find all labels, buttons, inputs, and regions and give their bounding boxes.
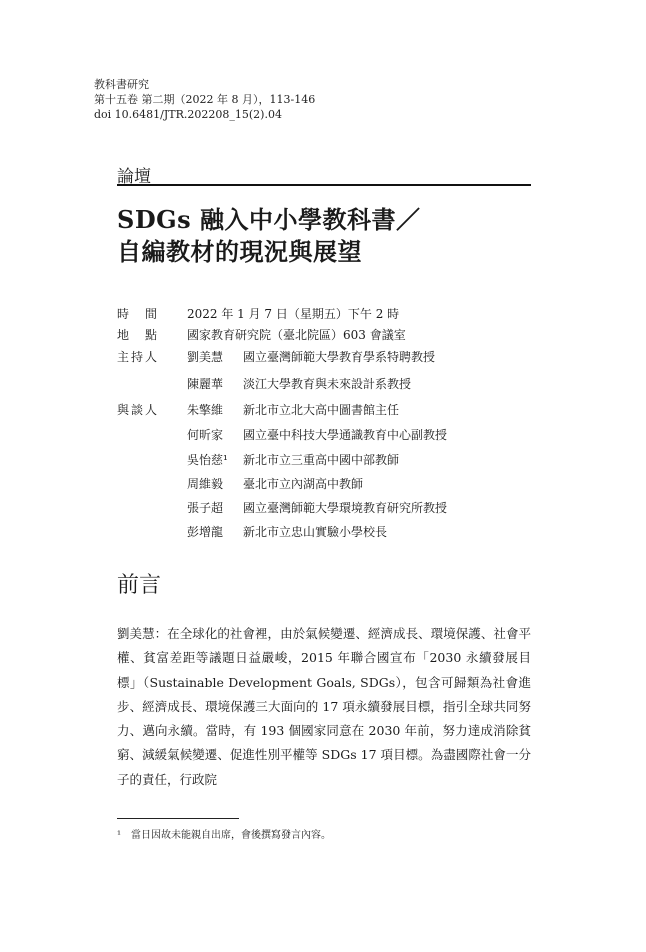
- host-desc: 淡江大學教育與未來設計系教授: [243, 377, 412, 391]
- panelist-desc: 新北市立忠山實驗小學校長: [243, 525, 388, 539]
- time-value: 2022 年 1 月 7 日（星期五）下午 2 時: [187, 307, 400, 321]
- footnote: ¹ 當日因故未能親自出席，會後撰寫發言內容。: [117, 830, 332, 841]
- title-line-2: 自編教材的現況與展望: [117, 237, 362, 266]
- panel-label: 與談人: [117, 403, 160, 417]
- host-name: 劉美慧: [187, 350, 224, 364]
- place-value: 國家教育研究院（臺北院區）603 會議室: [187, 328, 406, 342]
- panelist-desc: 國立臺灣師範大學環境教育研究所教授: [243, 501, 448, 515]
- panelist-desc: 新北市立三重高中國中部教師: [243, 453, 400, 467]
- host-label: 主持人: [117, 350, 160, 364]
- panelist-name: 何昕家: [187, 428, 224, 442]
- footnote-rule: [117, 818, 239, 819]
- journal-header: [94, 77, 315, 122]
- panelist-desc: 臺北市立內湖高中教師: [243, 477, 364, 491]
- preface-heading: 前言: [117, 573, 162, 598]
- article-title: [117, 204, 421, 268]
- issue-info: 第十五卷 第二期（2022 年 8 月），113-146: [94, 93, 316, 106]
- section-rule: [117, 184, 531, 186]
- preface-paragraph: 劉美慧：在全球化的社會裡，由於氣候變遷、經濟成長、環境保護、社會平權、貧富差距等議題日益嚴峻，2015 年聯合國宣布「2030 永續發展目標」（Sustainable Development Goals, SDGs），包含可歸類為社會進步、經濟成長、環境保護三大面向的 17 項永續發展目標，指引全球共同努力、邁向永續。當時，有 193 個國家同意在 2030 年前，努力達成消除貧窮、減緩氣候變遷、促進性別平權等 SDGs 17 項目標。為盡國際社會一分子的責任，行政院: [117, 626, 531, 787]
- title-line-1: SDGs 融入中小學教科書／: [117, 205, 421, 234]
- time-label: 時 間: [117, 307, 160, 321]
- panelist-desc: 新北市立北大高中圖書館主任: [243, 403, 400, 417]
- panelist-desc: 國立臺中科技大學通識教育中心副教授: [243, 428, 448, 442]
- panelist-name: 朱擎維: [187, 403, 224, 417]
- host-name: 陳麗華: [187, 377, 224, 391]
- host-desc: 國立臺灣師範大學教育學系特聘教授: [243, 350, 436, 364]
- journal-name: 教科書研究: [94, 78, 149, 91]
- doi: doi 10.6481/JTR.202208_15(2).04: [94, 108, 282, 121]
- panelist-name: 彭增龍: [187, 525, 224, 539]
- section-label: 論壇: [117, 167, 151, 187]
- panelist-name: 周維毅: [187, 477, 224, 491]
- panelist-name: 吳怡慈¹: [187, 453, 228, 467]
- place-label: 地 點: [117, 328, 160, 342]
- panelist-name: 張子超: [187, 501, 224, 515]
